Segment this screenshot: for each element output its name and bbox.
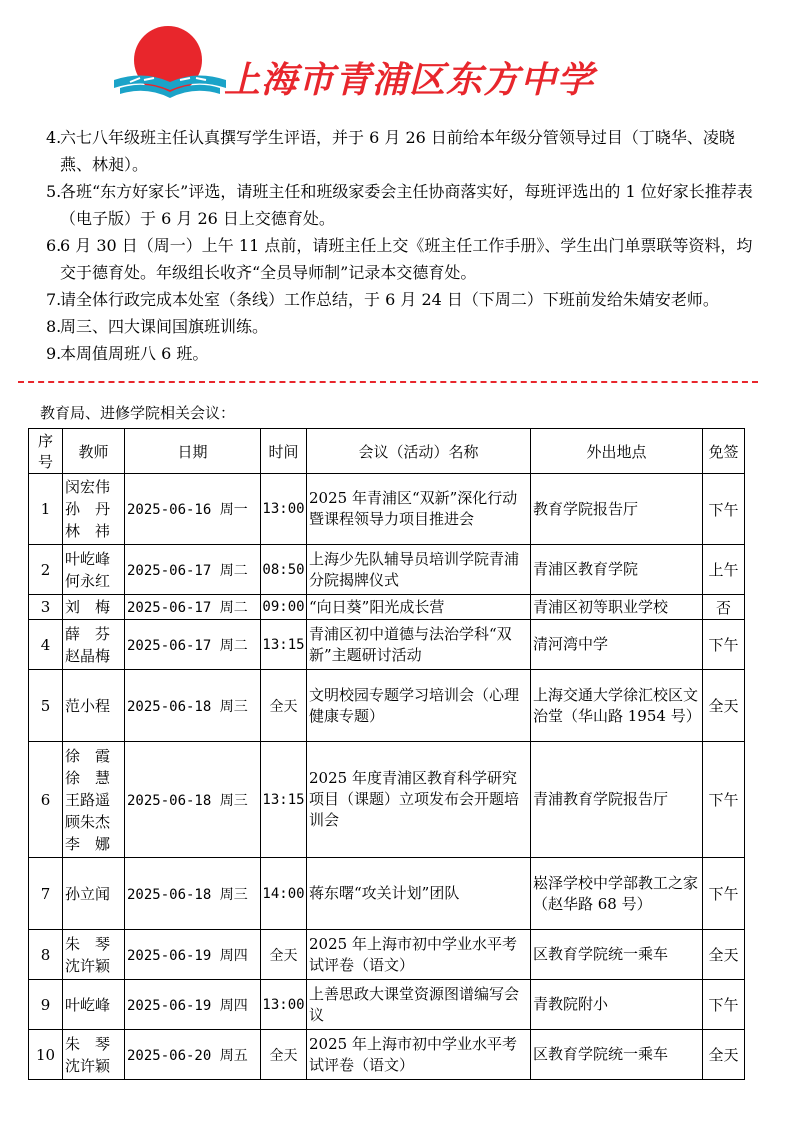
- school-name: 上海市青浦区东方中学: [224, 60, 595, 101]
- cell-location: 崧泽学校中学部教工之家（赵华路 68 号）: [531, 858, 703, 930]
- notice-text: 请全体行政完成本处室（条线）工作总结，于 6 月 24 日（下周二）下班前发给朱婧安老师。: [60, 290, 719, 309]
- notice-item: [46, 124, 766, 178]
- cell-teachers: 薛 芬 赵晶梅: [63, 620, 125, 670]
- cell-meeting: 2025 年上海市初中学业水平考试评卷（语文）: [307, 1030, 531, 1080]
- cell-meeting: 文明校园专题学习培训会（心理健康专题）: [307, 670, 531, 742]
- cell-meeting: 2025 年度青浦区教育科学研究项目（课题）立项发布会开题培训会: [307, 742, 531, 858]
- cell-no: 8: [29, 930, 63, 980]
- cell-location: 清河湾中学: [531, 620, 703, 670]
- cell-date: 2025-06-17 周二: [125, 595, 261, 620]
- cell-meeting: “向日葵”阳光成长营: [307, 595, 531, 620]
- table-row: [29, 858, 745, 930]
- cell-no: 6: [29, 742, 63, 858]
- notice-number: 8.: [46, 317, 62, 336]
- table-row: [29, 742, 745, 858]
- header-no: 序号: [29, 429, 63, 474]
- meetings-title: 教育局、进修学院相关会议：: [40, 404, 236, 422]
- cell-meeting: 青浦区初中道德与法治学科“双新”主题研讨活动: [307, 620, 531, 670]
- cell-time: 13:15: [261, 742, 307, 858]
- cell-sign: 全天: [703, 670, 745, 742]
- cell-time: 全天: [261, 1030, 307, 1080]
- notice-item: [46, 313, 766, 340]
- notice-number: 4.: [46, 128, 62, 147]
- header-location: 外出地点: [531, 429, 703, 474]
- header-meeting: 会议（活动）名称: [307, 429, 531, 474]
- sun-over-book-logo-icon: [110, 22, 230, 102]
- cell-time: 14:00: [261, 858, 307, 930]
- notice-number: 6.: [46, 236, 62, 255]
- table-row: [29, 1030, 745, 1080]
- cell-sign: 下午: [703, 474, 745, 545]
- cell-no: 5: [29, 670, 63, 742]
- cell-sign: 下午: [703, 742, 745, 858]
- cell-location: 青浦区初等职业学校: [531, 595, 703, 620]
- cell-sign: 下午: [703, 620, 745, 670]
- notice-text: 周三、四大课间国旗班训练。: [60, 317, 269, 336]
- cell-teachers: 闵宏伟 孙 丹 林 祎: [63, 474, 125, 545]
- cell-teachers: 朱 琴 沈许颖: [63, 930, 125, 980]
- header-sign: 免签: [703, 429, 745, 474]
- cell-meeting: 蒋东曙“攻关计划”团队: [307, 858, 531, 930]
- notice-item: [46, 340, 766, 367]
- cell-no: 7: [29, 858, 63, 930]
- table-row: [29, 545, 745, 595]
- table-row: [29, 980, 745, 1030]
- section-divider: [18, 381, 758, 383]
- notice-text: 六七八年级班主任认真撰写学生评语，并于 6 月 26 日前给本年级分管领导过目（丁晓华、凌晓燕、林昶）。: [60, 128, 735, 174]
- table-row: [29, 930, 745, 980]
- cell-teachers: 刘 梅: [63, 595, 125, 620]
- cell-location: 青浦区教育学院: [531, 545, 703, 595]
- header-date: 日期: [125, 429, 261, 474]
- cell-location: 区教育学院统一乘车: [531, 930, 703, 980]
- cell-sign: 下午: [703, 980, 745, 1030]
- cell-no: 9: [29, 980, 63, 1030]
- cell-location: 教育学院报告厅: [531, 474, 703, 545]
- cell-date: 2025-06-17 周二: [125, 620, 261, 670]
- table-row: [29, 620, 745, 670]
- cell-date: 2025-06-20 周五: [125, 1030, 261, 1080]
- cell-teachers: 叶屹峰 何永红: [63, 545, 125, 595]
- cell-location: 区教育学院统一乘车: [531, 1030, 703, 1080]
- cell-date: 2025-06-18 周三: [125, 670, 261, 742]
- cell-time: 全天: [261, 670, 307, 742]
- cell-date: 2025-06-19 周四: [125, 930, 261, 980]
- notice-number: 5.: [46, 182, 62, 201]
- table-row: [29, 670, 745, 742]
- cell-date: 2025-06-18 周三: [125, 858, 261, 930]
- cell-sign: 下午: [703, 858, 745, 930]
- cell-teachers: 叶屹峰: [63, 980, 125, 1030]
- meetings-table: [28, 428, 745, 1080]
- cell-meeting: 2025 年上海市初中学业水平考试评卷（语文）: [307, 930, 531, 980]
- notice-text: 6 月 30 日（周一）上午 11 点前，请班主任上交《班主任工作手册》、学生出门单票联等资料，均交于德育处。年级组长收齐“全员导师制”记录本交德育处。: [60, 236, 753, 282]
- table-row: [29, 595, 745, 620]
- cell-no: 4: [29, 620, 63, 670]
- notice-item: [46, 286, 766, 313]
- header-time: 时间: [261, 429, 307, 474]
- cell-sign: 全天: [703, 930, 745, 980]
- cell-sign: 否: [703, 595, 745, 620]
- cell-date: 2025-06-18 周三: [125, 742, 261, 858]
- cell-sign: 上午: [703, 545, 745, 595]
- cell-date: 2025-06-17 周二: [125, 545, 261, 595]
- cell-teachers: 孙立闻: [63, 858, 125, 930]
- notice-number: 9.: [46, 344, 62, 363]
- cell-time: 13:00: [261, 474, 307, 545]
- cell-date: 2025-06-16 周一: [125, 474, 261, 545]
- cell-sign: 全天: [703, 1030, 745, 1080]
- cell-no: 10: [29, 1030, 63, 1080]
- cell-time: 13:15: [261, 620, 307, 670]
- letterhead: [110, 22, 670, 112]
- table-header-row: [29, 429, 745, 474]
- cell-time: 08:50: [261, 545, 307, 595]
- notice-text: 各班“东方好家长”评选，请班主任和班级家委会主任协商落实好，每班评选出的 1 位好家长推荐表（电子版）于 6 月 26 日上交德育处。: [60, 182, 753, 228]
- cell-meeting: 上善思政大课堂资源图谱编写会议: [307, 980, 531, 1030]
- cell-no: 1: [29, 474, 63, 545]
- cell-time: 09:00: [261, 595, 307, 620]
- cell-location: 青教院附小: [531, 980, 703, 1030]
- cell-date: 2025-06-19 周四: [125, 980, 261, 1030]
- table-row: [29, 474, 745, 545]
- cell-meeting: 2025 年青浦区“双新”深化行动暨课程领导力项目推进会: [307, 474, 531, 545]
- cell-no: 3: [29, 595, 63, 620]
- notice-item: [46, 232, 766, 286]
- cell-location: 上海交通大学徐汇校区文治堂（华山路 1954 号）: [531, 670, 703, 742]
- cell-teachers: 徐 霞 徐 慧 王路遥 顾朱杰 李 娜: [63, 742, 125, 858]
- cell-teachers: 朱 琴 沈许颖: [63, 1030, 125, 1080]
- notice-item: [46, 178, 766, 232]
- cell-location: 青浦教育学院报告厅: [531, 742, 703, 858]
- notice-text: 本周值周班八 6 班。: [60, 344, 209, 363]
- notice-list: [46, 124, 766, 367]
- header-teacher: 教师: [63, 429, 125, 474]
- cell-teachers: 范小程: [63, 670, 125, 742]
- cell-time: 13:00: [261, 980, 307, 1030]
- cell-no: 2: [29, 545, 63, 595]
- cell-time: 全天: [261, 930, 307, 980]
- notice-number: 7.: [46, 290, 62, 309]
- cell-meeting: 上海少先队辅导员培训学院青浦分院揭牌仪式: [307, 545, 531, 595]
